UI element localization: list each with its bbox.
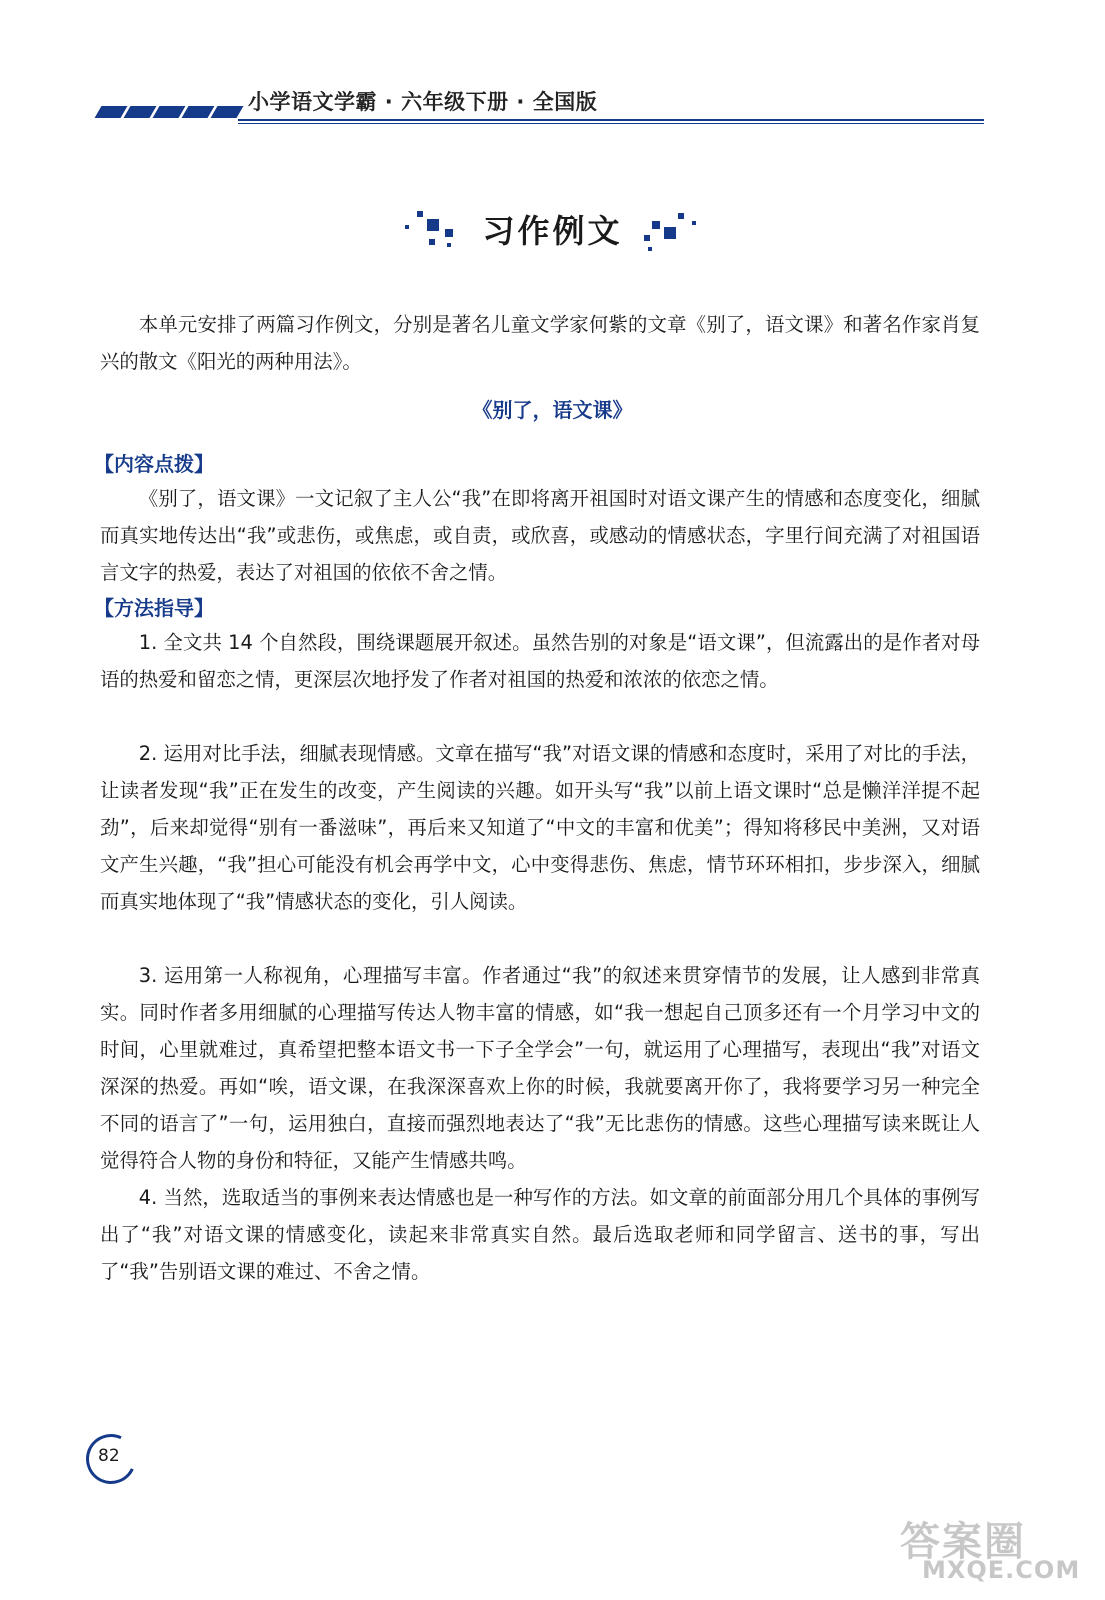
intro-paragraph: 本单元安排了两篇习作例文，分别是著名儿童文学家何紫的文章《别了，语文课》和著名作家肖复兴的散文《阳光的两种用法》。 bbox=[100, 313, 980, 373]
article-title: 《别了，语文课》 bbox=[472, 398, 633, 422]
method-item-2: 2. 运用对比手法，细腻表现情感。文章在描写“我”对语文课的情感和态度时，采用了对比的手法，让读者发现“我”正在发生的改变，产生阅读的兴趣。如开头写“我”以前上语文课时“总是懒洋洋提不起劲”，后来却觉得“别有一番滋味”，再后来又知道了“中文的丰富和优美”；得知将移民中美洲，又对语文产生兴趣，“我”担心可能没有机会再学中文，心中变得悲伤、焦虑，情节环环相扣，步步深入，细腻而真实地体现了“我”情感状态的变化，引人阅读。 bbox=[100, 742, 980, 913]
header-rule bbox=[238, 119, 984, 121]
watermark-text: 答案圈 bbox=[900, 1519, 1026, 1565]
watermark bbox=[900, 1510, 1085, 1590]
watermark-url: MXQE.COM bbox=[922, 1556, 1081, 1584]
method-guide-label: 【方法指导】 bbox=[94, 596, 214, 620]
book-title: 小学语文学霸 · 六年级下册 · 全国版 bbox=[248, 90, 598, 114]
header-rule-thin bbox=[238, 123, 984, 124]
square-dots-decoration-icon bbox=[403, 205, 465, 253]
page-number: 82 bbox=[98, 1446, 120, 1466]
method-item-3: 3. 运用第一人称视角，心理描写丰富。作者通过“我”的叙述来贯穿情节的发展，让人感到非常真实。同时作者多用细腻的心理描写传达人物丰富的情感，如“我一想起自己顶多还有一个月学习中文的时间，心里就难过，真希望把整本语文书一下子全学会”一句，就运用了心理描写，表现出“我”对语文深深的热爱。再如“唉，语文课，在我深深喜欢上你的时候，我就要离开你了，我将要学习另一种完全不同的语言了”一句，运用独白，直接而强烈地表达了“我”无比悲伤的情感。这些心理描写读来既让人觉得符合人物的身份和特征，又能产生情感共鸣。 bbox=[100, 964, 980, 1172]
page-number-badge bbox=[80, 1428, 140, 1488]
method-item-4: 4. 当然，选取适当的事例来表达情感也是一种写作的方法。如文章的前面部分用几个具体的事例写出了“我”对语文课的情感变化，读起来非常真实自然。最后选取老师和同学留言、送书的事，写出了“我”告别语文课的难过、不舍之情。 bbox=[100, 1186, 980, 1283]
content-tip-label: 【内容点拨】 bbox=[94, 452, 214, 476]
content-tip-paragraph: 《别了，语文课》一文记叙了主人公“我”在即将离开祖国时对语文课产生的情感和态度变化，细腻而真实地传达出“我”或悲伤，或焦虑，或自责，或欣喜，或感动的情感状态，字里行间充满了对祖国语言文字的热爱，表达了对祖国的依依不舍之情。 bbox=[100, 487, 980, 584]
section-heading bbox=[0, 205, 1105, 255]
square-dots-decoration-icon bbox=[640, 205, 702, 253]
method-item-1: 1. 全文共 14 个自然段，围绕课题展开叙述。虽然告别的对象是“语文课”，但流露出的是作者对母语的热爱和留恋之情，更深层次地抒发了作者对祖国的热爱和浓浓的依恋之情。 bbox=[100, 631, 980, 691]
running-header bbox=[98, 86, 984, 126]
section-title: 习作例文 bbox=[482, 212, 623, 250]
header-decoration bbox=[98, 106, 240, 118]
